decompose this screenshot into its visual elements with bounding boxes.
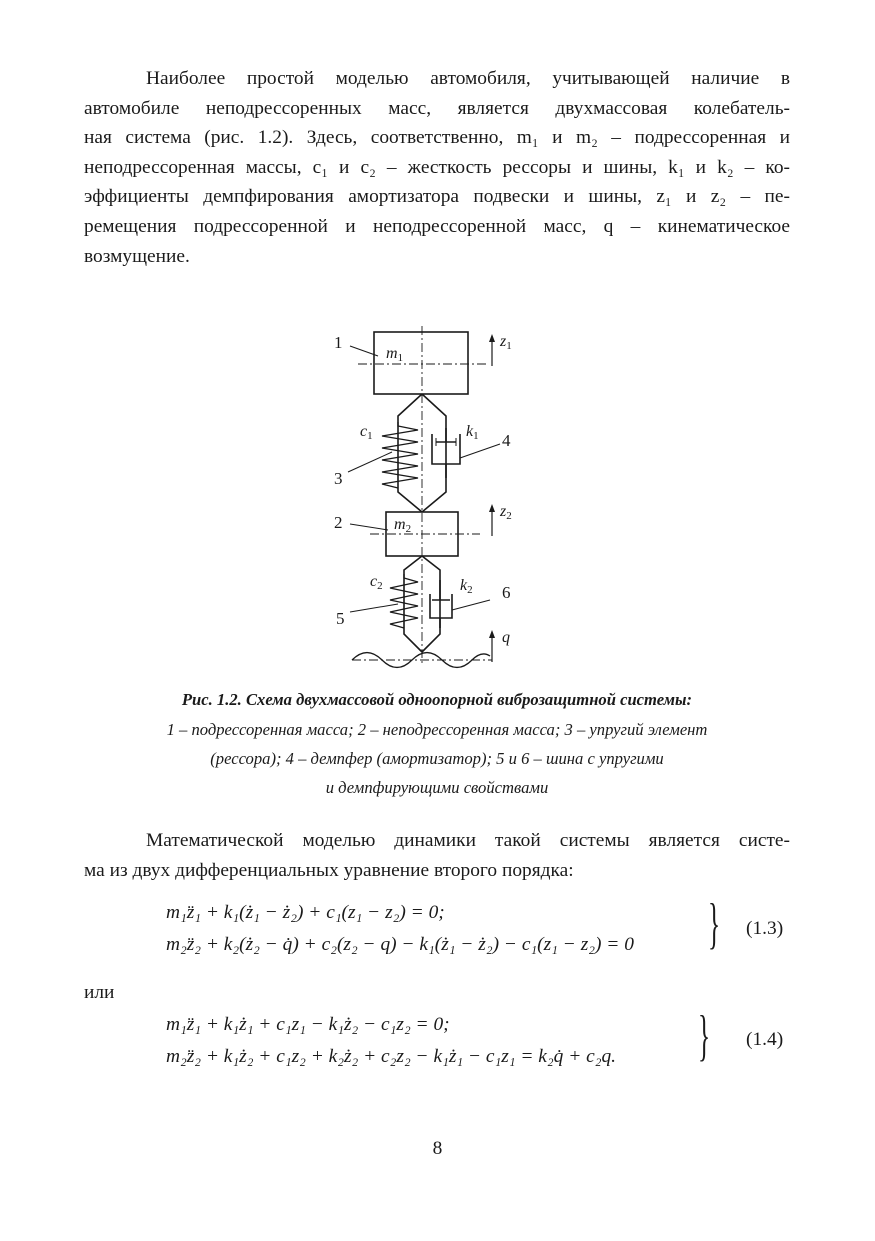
m2-label: m2 — [394, 516, 412, 535]
figure-caption-line: (рессора); 4 – демпфер (амортизатор); 5 и 6 – шина с упругими — [210, 749, 664, 768]
leader-2 — [350, 524, 388, 530]
or-word: или — [84, 982, 115, 1003]
two-mass-system-diagram — [320, 322, 560, 672]
z1-label: z1 — [500, 333, 512, 352]
upper-frame-right — [422, 394, 446, 512]
page-number: 8 — [432, 1138, 443, 1159]
m1-label: m1 — [386, 345, 404, 364]
equation-1-4-line-2: m₂z̈₂ + k₁ż₂ + c₁z₂ + k₂ż₂ + c₂z₂ − k₁ż₁ − c₁z₁ = k₂q̇ + c₂q. — [166, 1046, 617, 1067]
equation-1-3-line-2: m₂z̈₂ + k₂(ż₂ − q̇) + c₂(z₂ − q) − k₁(ż₁ − ż₂) − c₁(z₁ − z₂) = 0 — [166, 934, 634, 955]
leader-5 — [350, 604, 398, 612]
label-4: 4 — [502, 431, 511, 450]
lower-frame-right — [422, 556, 440, 652]
c1-label: c1 — [360, 423, 373, 442]
text-line: ма из двух дифференциальных уравнение второго порядка: — [84, 859, 574, 881]
equation-number-1-3: (1.3) — [746, 918, 784, 939]
right-brace-icon: } — [698, 1005, 711, 1067]
z2-label: z2 — [500, 503, 512, 522]
equation-1-3-line-1: m₁z̈₁ + k₁(ż₁ − ż₂) + c₁(z₁ − z₂) = 0; — [166, 902, 445, 923]
label-6: 6 — [502, 583, 511, 602]
figure-caption-line: 1 – подрессоренная масса; 2 – неподрессоренная масса; 3 – упругий элемент — [166, 720, 708, 739]
figure-caption-line: и демпфирующими свойствами — [325, 778, 549, 797]
equation-1-4-line-1: m₁z̈₁ + k₁ż₁ + c₁z₁ − k₁ż₂ − c₁z₂ = 0; — [166, 1014, 450, 1035]
k2-label: k2 — [460, 577, 473, 596]
leader-3 — [348, 452, 392, 472]
damper-k2-cylinder — [430, 594, 452, 618]
text-line: неподрессоренная массы, c₁ и c₂ – жесткость рессоры и шины, k₁ и k₂ – ко- — [84, 156, 790, 178]
text-line: ная система (рис. 1.2). Здесь, соответственно, m₁ и m₂ – подрессоренная и — [84, 127, 790, 149]
text-line: возмущение. — [84, 245, 190, 267]
q-label: q — [502, 629, 510, 646]
equation-number-1-4: (1.4) — [746, 1029, 784, 1050]
leader-4 — [460, 444, 500, 458]
label-2: 2 — [334, 513, 343, 532]
right-brace-icon: } — [708, 893, 721, 955]
model-paragraph — [84, 826, 790, 885]
text-line: ремещения подрессоренной и неподрессоренной масс, q – кинематическое — [84, 215, 790, 237]
figure-caption-title: Рис. 1.2. Схема двухмассовой одноопорной виброзащитной системы: — [181, 690, 693, 709]
k1-label: k1 — [466, 423, 479, 442]
leader-6 — [452, 600, 490, 610]
text-line: Наиболее простой моделью автомобиля, учитывающей наличие в — [146, 68, 790, 89]
label-3: 3 — [334, 469, 343, 488]
label-5: 5 — [336, 609, 345, 628]
spring-c1 — [382, 422, 418, 488]
intro-paragraph — [84, 64, 790, 271]
label-1: 1 — [334, 333, 343, 352]
c2-label: c2 — [370, 573, 383, 592]
text-line: автомобиле неподрессоренных масс, является двухмассовая колебатель- — [84, 97, 790, 119]
figure-1-2 — [320, 322, 560, 672]
sprung-mass-box — [374, 332, 468, 394]
text-line: Математической моделью динамики такой системы является систе- — [146, 830, 790, 851]
text-line: эффициенты демпфирования амортизатора подвески и шины, z₁ и z₂ – пе- — [84, 186, 790, 208]
